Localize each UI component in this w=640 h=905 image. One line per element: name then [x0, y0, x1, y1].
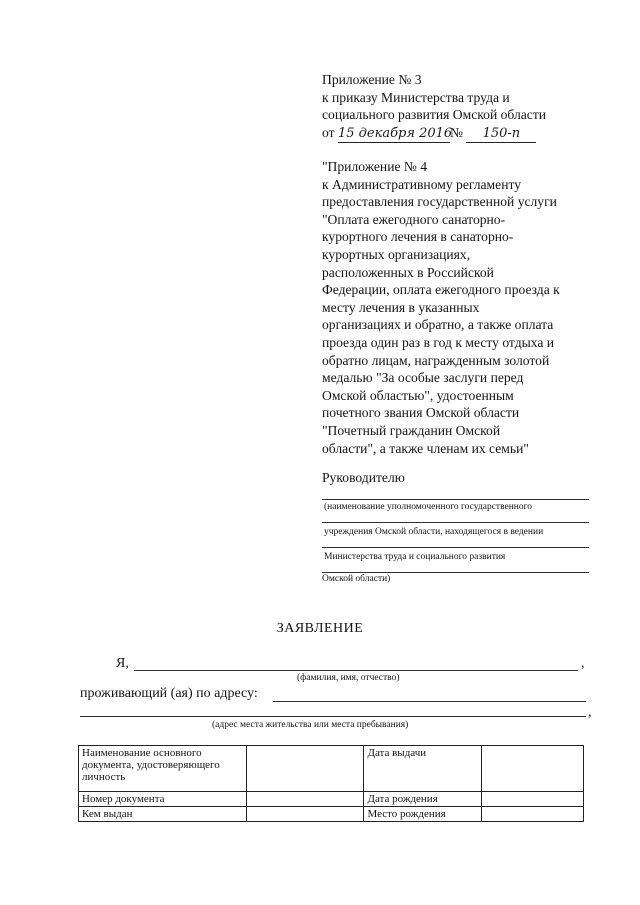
table-row	[79, 746, 584, 792]
table-value-cell[interactable]	[482, 746, 584, 792]
addressee-line-4	[322, 572, 589, 573]
addressee-hint-4: Омской области)	[322, 574, 391, 584]
appendix4-line: расположенных в Российской	[322, 264, 494, 280]
fio-comma: ,	[581, 656, 585, 671]
appendix4-line: Омской областью", удостоенным	[322, 387, 514, 403]
appendix4-line: области", а также членам их семьи"	[322, 440, 529, 456]
appendix4-line: "Оплата ежегодного санаторно-	[322, 211, 506, 227]
fio-field-line[interactable]	[134, 670, 578, 671]
appendix4-line: предоставления государственной услуги	[322, 194, 557, 210]
table-value-cell[interactable]	[482, 807, 584, 822]
appendix4-line: организациях и обратно, а также оплата	[322, 317, 554, 333]
table-label-cell: Номер документа	[79, 792, 247, 807]
address-hint: (адрес места жительства или места пребывания)	[212, 720, 409, 730]
table-value-cell[interactable]	[482, 792, 584, 807]
appendix4-line: медалью "За особые заслуги перед	[322, 370, 524, 386]
address-field-line-1[interactable]	[273, 701, 586, 702]
order-line-1: к приказу Министерства труда и	[322, 89, 510, 105]
appendix4-line: почетного звания Омской области	[322, 405, 520, 421]
table-label-cell: Дата рождения	[364, 792, 482, 807]
table-label-cell: Наименование основного документа, удостоверяющего личность	[79, 746, 247, 792]
table-label-cell: Место рождения	[364, 807, 482, 822]
addressee-line-3	[322, 547, 589, 548]
addressee-hint-1: (наименование уполномоченного государственного	[324, 502, 533, 512]
handwritten-date: 15 декабря 2016	[338, 125, 450, 144]
appendix4-line: проезда один раз в год к месту отдыха и	[322, 334, 555, 350]
appendix3-header	[322, 71, 622, 143]
order-line-2: социального развития Омской области	[322, 107, 547, 123]
appendix4-block	[322, 158, 622, 457]
table-row	[79, 807, 584, 822]
appendix4-line: обратно лицам, награжденным золотой	[322, 352, 550, 368]
table-label-cell: Дата выдачи	[364, 746, 482, 792]
date-prefix: от	[322, 124, 335, 140]
addressee-hint-2: учреждения Омской области, находящегося в ведении	[324, 527, 544, 537]
number-prefix: №	[449, 124, 463, 140]
document-table	[78, 745, 584, 822]
statement-title: ЗАЯВЛЕНИЕ	[276, 621, 364, 636]
appendix4-line: "Почетный гражданин Омской	[322, 422, 501, 438]
appendix4-line: Федерации, оплата ежегодного проезда к	[322, 282, 560, 298]
fio-hint: (фамилия, имя, отчество)	[297, 673, 400, 683]
table-value-cell[interactable]	[246, 807, 364, 822]
address-field-line-2[interactable]	[80, 716, 586, 717]
appendix4-line: курортного лечения в санаторно-	[322, 229, 514, 245]
address-comma: ,	[588, 705, 592, 720]
addressee-label: Руководителю	[322, 470, 405, 485]
table-value-cell[interactable]	[246, 746, 364, 792]
order-date-line	[322, 124, 622, 144]
appendix4-line: "Приложение № 4	[322, 159, 428, 174]
appendix3-title: Приложение № 3	[322, 72, 422, 87]
addressee-line-1	[322, 499, 589, 500]
address-label: проживающий (ая) по адресу:	[80, 686, 258, 701]
addressee-line-2	[322, 522, 589, 523]
handwritten-number: 150-п	[466, 125, 536, 144]
appendix4-line: месту лечения в указанных	[322, 299, 480, 315]
appendix4-line: к Административному регламенту	[322, 176, 522, 192]
appendix4-line: курортных организациях,	[322, 246, 471, 262]
addressee-hint-3: Министерства труда и социального развития	[324, 552, 506, 562]
table-label-cell: Кем выдан	[79, 807, 247, 822]
table-value-cell[interactable]	[246, 792, 364, 807]
ya-label: Я,	[116, 656, 129, 671]
table-row	[79, 792, 584, 807]
